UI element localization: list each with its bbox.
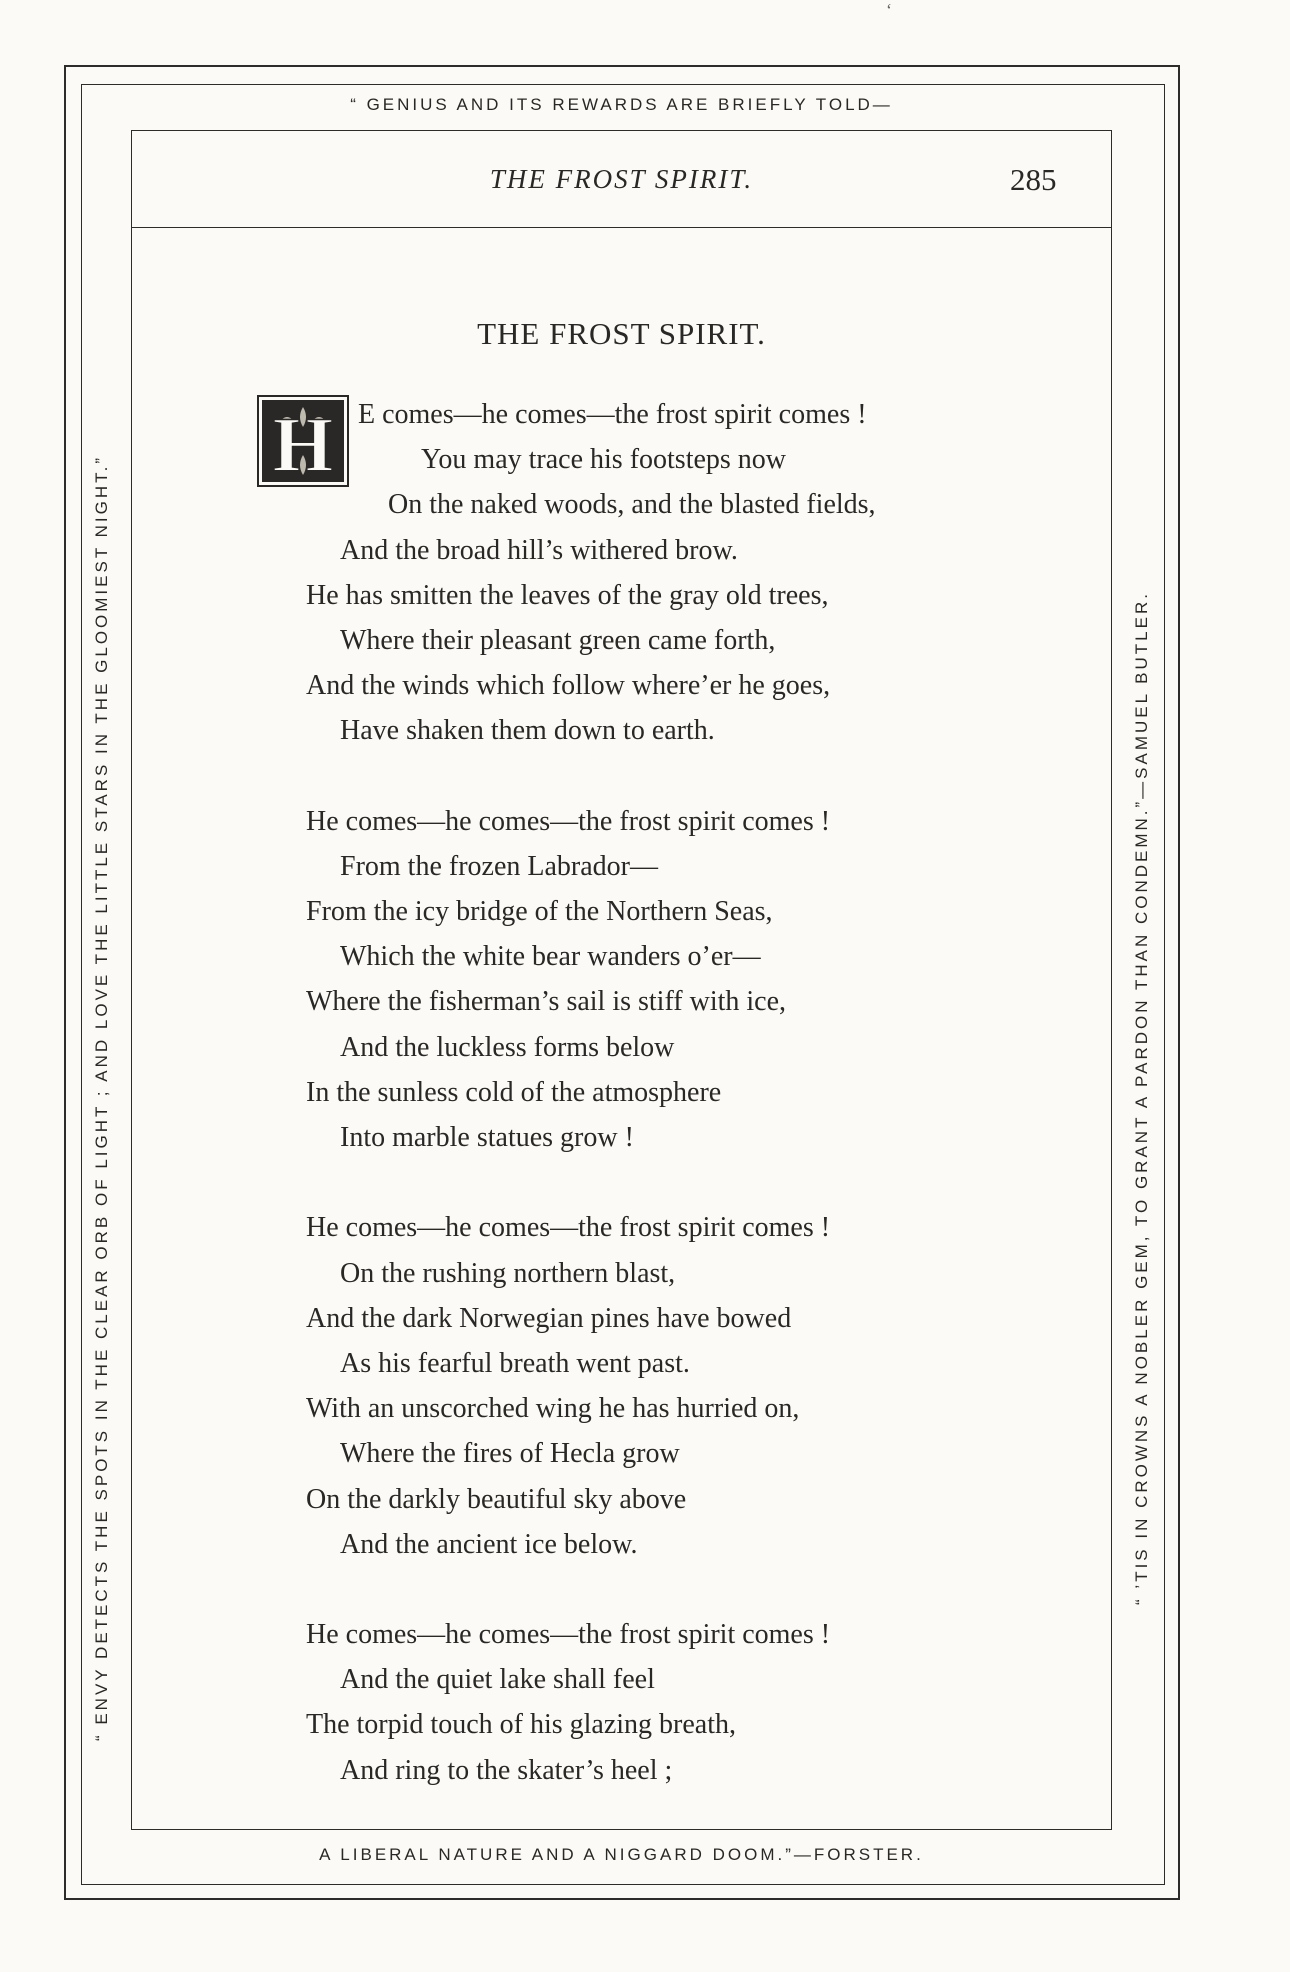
- poem-line: He comes—he comes—the frost spirit comes !: [306, 1212, 831, 1244]
- poem-line: Where their pleasant green came forth,: [340, 624, 776, 656]
- poem-title: THE FROST SPIRIT.: [477, 316, 766, 351]
- poem-line: And the broad hill’s withered brow.: [340, 534, 738, 566]
- left-margin-motto: “ ENVY DETECTS THE SPOTS IN THE CLEAR ORB OF LIGHT ; AND LOVE THE LITTLE STARS IN THE GLOOMIEST NIGHT.”: [92, 454, 111, 1742]
- poem-line: From the frozen Labrador—: [340, 850, 658, 882]
- poem-line: Where the fires of Hecla grow: [340, 1438, 680, 1470]
- poem-line: The torpid touch of his glazing breath,: [306, 1709, 736, 1741]
- poem-line: He comes—he comes—the frost spirit comes !: [306, 805, 831, 837]
- poem-line: On the darkly beautiful sky above: [306, 1483, 687, 1515]
- poem-line: From the icy bridge of the Northern Seas,: [306, 896, 773, 928]
- poem-line: And the luckless forms below: [340, 1031, 675, 1063]
- poem-line: And the winds which follow where’er he goes,: [306, 670, 831, 702]
- poem-line: And the dark Norwegian pines have bowed: [306, 1302, 792, 1334]
- poem-line: And the quiet lake shall feel: [340, 1664, 655, 1696]
- stanza-gap: [306, 1567, 876, 1612]
- poem-line: On the naked woods, and the blasted fields,: [388, 489, 876, 521]
- stray-ink-mark: ‘: [886, 0, 892, 20]
- poem-line: With an unscorched wing he has hurried on,: [306, 1393, 800, 1425]
- poem-line: Which the white bear wanders o’er—: [340, 941, 761, 973]
- poem-line: As his fearful breath went past.: [340, 1347, 690, 1379]
- poem-line: He comes—he comes—the frost spirit comes !: [306, 1619, 831, 1651]
- poem-line: Into marble statues grow !: [340, 1122, 634, 1153]
- poem-line: You may trace his footsteps now: [421, 444, 787, 476]
- poem-line: In the sunless cold of the atmosphere: [306, 1076, 722, 1108]
- poem-line: E comes—he comes—the frost spirit comes !: [358, 399, 867, 430]
- top-motto: “ GENIUS AND ITS REWARDS ARE BRIEFLY TOLD—: [350, 95, 893, 114]
- header-rule: [131, 227, 1112, 228]
- poem-line: And the ancient ice below.: [340, 1528, 638, 1560]
- poem-line: Have shaken them down to earth.: [340, 715, 715, 747]
- right-margin-motto: “ ’TIS IN CROWNS A NOBLER GEM, TO GRANT A PARDON THAN CONDEMN.”—SAMUEL BUTLER.: [1132, 591, 1151, 1605]
- bottom-motto: A LIBERAL NATURE AND A NIGGARD DOOM.”—FORSTER.: [319, 1845, 924, 1864]
- poem-line: He has smitten the leaves of the gray old trees,: [306, 579, 829, 611]
- poem-line: And ring to the skater’s heel ;: [340, 1754, 673, 1786]
- poem-body: [306, 392, 876, 1793]
- stanza-gap: [306, 1160, 876, 1205]
- drop-cap-letter: H: [272, 401, 334, 487]
- stanza-gap: [306, 754, 876, 799]
- poem-line: On the rushing northern blast,: [340, 1257, 676, 1289]
- running-title: THE FROST SPIRIT.: [489, 164, 754, 194]
- page-number: 285: [1010, 162, 1057, 197]
- poem-line: Where the fisherman’s sail is stiff with ice,: [306, 986, 787, 1018]
